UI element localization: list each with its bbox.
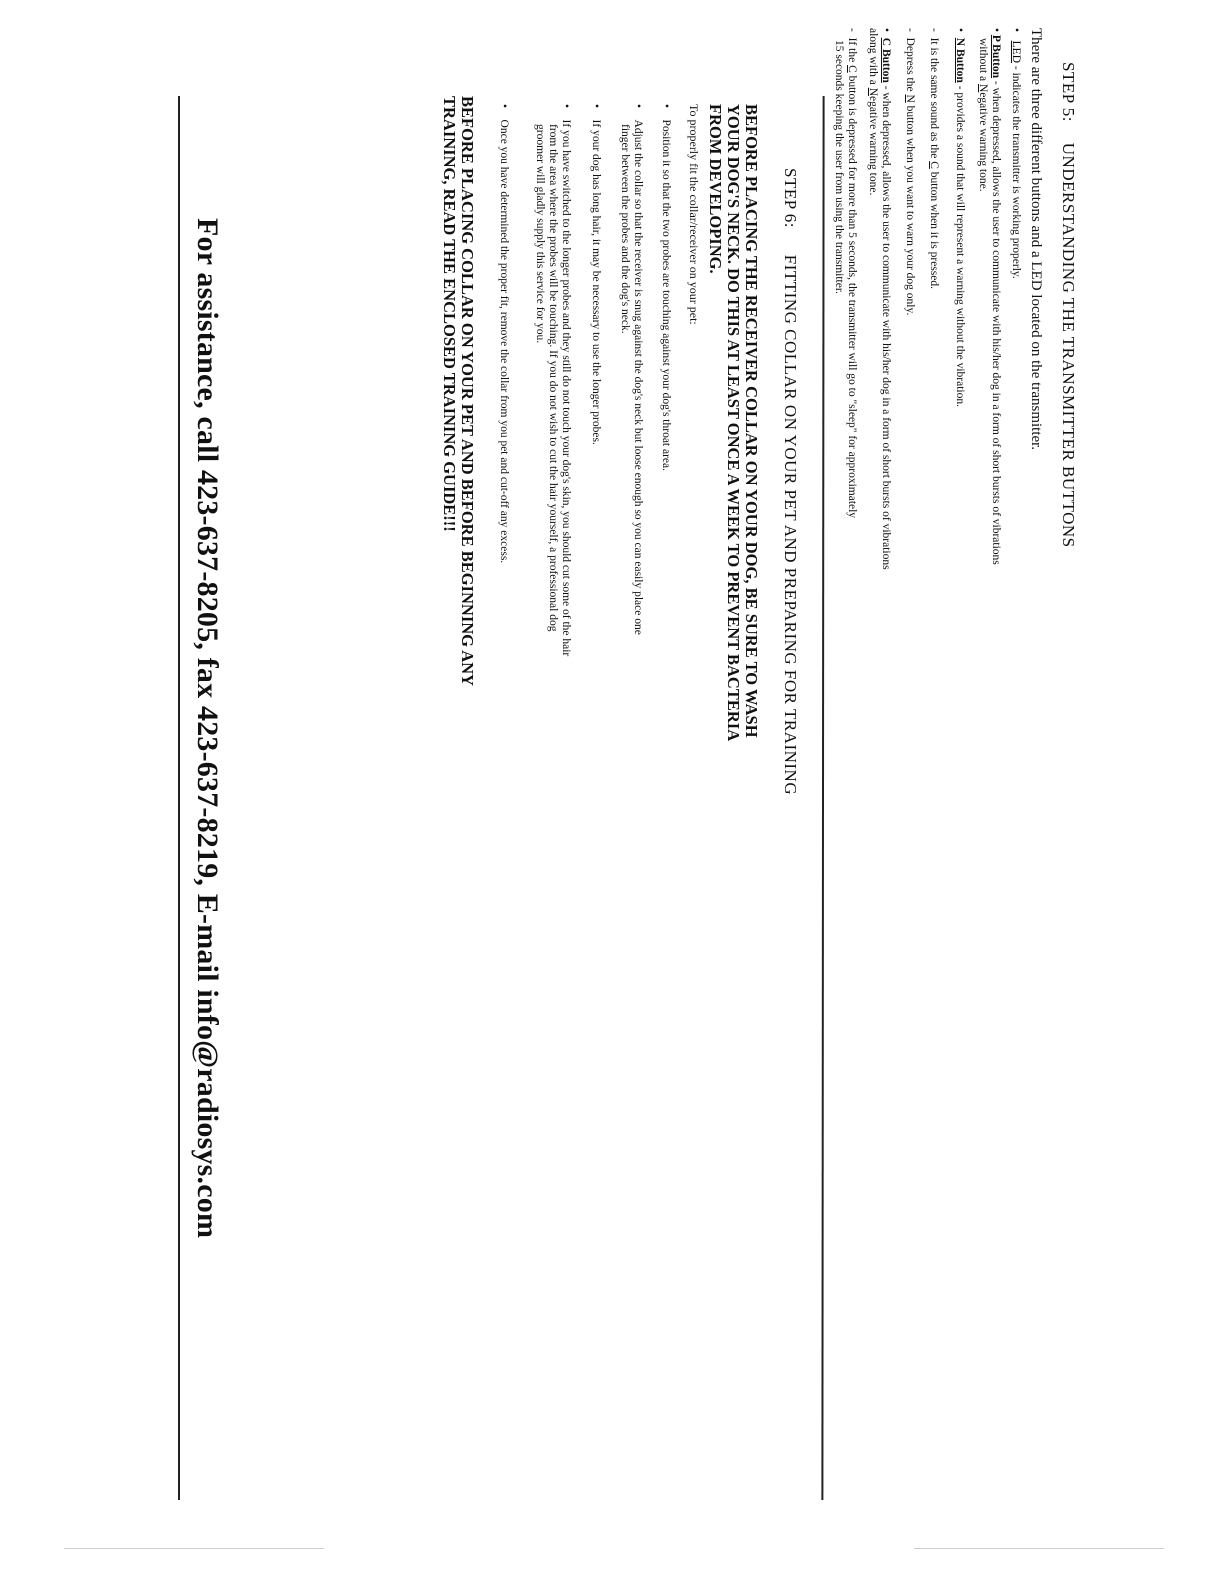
p-button-item [976,28,1002,565]
contact-footer: For assistance, call 423-637-8205, fax 423-637-8219, E-mail info@radiosys.com [191,218,224,1239]
n-dash2-pre: Depress the [904,37,916,95]
c-dash-c: C [846,65,858,73]
fit-bullet-1 [659,104,672,471]
fit-bullet-2 [618,104,644,635]
fit-bullet-4-text-3: groomer will gladly supply this service for you. [534,124,546,344]
c-button-dash [832,28,858,518]
n-dash1-c: C [928,161,940,169]
c-dash-line2: 15 seconds keeping the user from using the transmitter. [833,40,845,294]
led-text: - indicates the transmitter is working properly. [1010,63,1022,279]
c-button-item [866,28,892,570]
c-button-text-1: - when depressed, allows the user to communicate with his/her dog in a form of short bursts of vibrations [880,82,892,570]
n-button-text: - provides a sound that will represent a warning without the vibration. [954,82,966,408]
p-button-label: P Button [990,34,1002,79]
p-button-text-3: egative warning tone. [977,92,989,192]
n-button-dash-2 [904,28,916,315]
bullet-icon: • [660,104,672,120]
fit-bullet-5 [497,104,510,563]
wash-warning-line-1: BEFORE PLACING THE RECEIVER COLLAR ON YOUR DOG, BE SURE TO WASH [742,104,761,738]
fit-intro: To properly fit the collar/receiver on your pet: [687,104,701,325]
step5-number: STEP 5: [1059,62,1078,123]
step6-heading [780,168,800,795]
p-button-text-2: without a [977,38,989,84]
bullet-icon: • [880,28,892,38]
dash-icon: - [846,28,858,38]
bullet-icon: • [990,28,1002,35]
wash-warning-line-3: FROM DEVELOPING. [706,104,725,274]
bullet-icon: • [954,28,966,38]
fit-bullet-4 [533,104,572,656]
step6-title: FITTING COLLAR ON YOUR PET AND PREPARING FOR TRAINING [781,254,800,796]
bullet-icon: • [1010,28,1022,41]
fit-bullet-1-text: Position it so that the two probes are touching against your dog's throat area. [660,119,672,472]
wash-warning [706,104,760,741]
n-button-dash-1 [928,28,940,289]
step5-title: UNDERSTANDING THE TRANSMITTER BUTTONS [1059,142,1078,548]
fit-bullet-4-text-2: from the area where the probes will be touching. If you do not wish to cut the hair yourself, a professional dog [547,124,559,632]
fit-bullet-5-text: Once you have determined the proper fit, remove the collar from you pet and cut-off any excess. [498,119,510,564]
bullet-icon: • [560,104,572,120]
c-dash-pre: If the [846,37,858,66]
section-divider-1 [821,96,824,1500]
led-item [1010,28,1022,279]
c-button-n: N [867,87,879,97]
fit-bullet-3 [589,104,602,445]
c-button-label: C Button [880,37,892,83]
closing-warning-line-1: BEFORE PLACING COLLAR ON YOUR PET AND BEFORE BEGINNING ANY [458,96,477,686]
n-dash2-n: N [904,94,916,103]
led-label: LED [1010,40,1022,64]
closing-warning-line-2: TRAINING, READ THE ENCLOSED TRAINING GUIDE!!! [440,96,459,532]
n-button-label: N Button [954,37,966,83]
step6-number: STEP 6: [781,168,800,229]
fit-bullet-2-text-2: finger between the probes and the dog's neck. [619,124,631,334]
fit-bullet-2-text-1: Adjust the collar so that the receiver is snug against the dog's neck but loose enough so you can easily place one [632,119,644,635]
step5-heading [1058,62,1078,548]
c-button-text-3: egative warning tone. [867,96,879,196]
n-dash2-post: button when you want to warn your dog only. [904,102,916,316]
n-dash1-pre: It is the same sound as the [928,37,940,162]
c-button-text-2: along with a [867,28,879,88]
p-button-n: N [977,84,989,93]
n-dash1-post: button when it is pressed. [928,168,940,289]
fit-bullet-4-text-1: If you have switched to the longer probes and they still do not touch your dog's skin, you should cut some of the hair [560,119,572,657]
n-button-item [954,28,966,407]
bullet-icon: • [590,104,602,120]
dash-icon: - [928,28,940,38]
c-dash-post: button is depressed for more than 5 seconds, the transmitter will go to "sleep" for approximately [846,72,858,519]
bullet-icon: • [498,104,510,120]
dash-icon: - [904,28,916,38]
step5-intro: There are three different buttons and a LED located on the transmitter. [1028,28,1044,451]
wash-warning-line-2: YOUR DOG'S NECK. DO THIS AT LEAST ONCE A WEEK TO PREVENT BACTERIA [724,104,743,742]
bullet-icon: • [632,104,644,120]
p-button-text-1: - when depressed, allows the user to communicate with his/her dog in a form of short bursts of vibrations [990,78,1002,565]
fit-bullet-3-text: If your dog has long hair, it may be necessary to use the longer probes. [590,119,602,445]
